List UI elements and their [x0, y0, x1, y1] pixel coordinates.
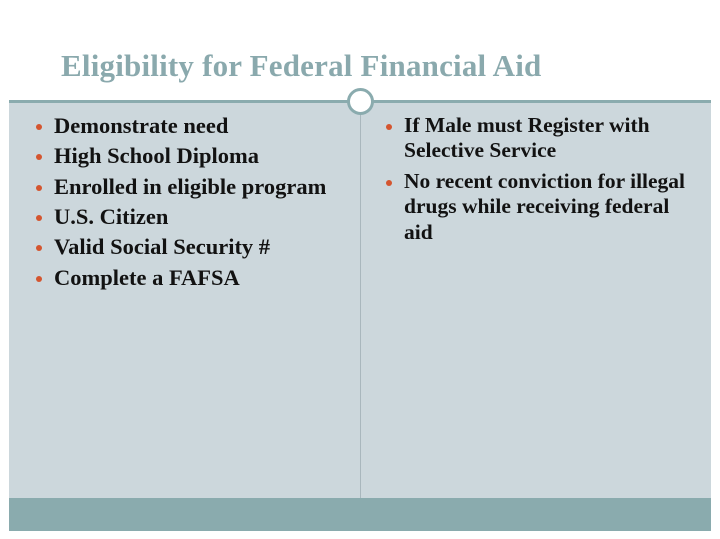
list-item — [377, 113, 697, 163]
bullet-dot-icon — [36, 154, 42, 160]
list-item — [27, 113, 355, 139]
list-item — [27, 174, 355, 200]
bullet-dot-icon — [36, 185, 42, 191]
list-item-text: Enrolled in eligible program — [54, 173, 327, 199]
list-item-text: U.S. Citizen — [54, 203, 169, 229]
right-column — [377, 113, 697, 251]
bottom-accent-bar — [9, 498, 711, 531]
list-item-text: Valid Social Security # — [54, 234, 271, 260]
column-divider — [360, 103, 361, 498]
page-title: Eligibility for Federal Financial Aid — [61, 48, 542, 83]
left-column — [27, 113, 355, 295]
bullet-dot-icon — [36, 215, 42, 221]
bullet-dot-icon — [36, 276, 42, 282]
list-item-text: No recent conviction for illegal drugs while receiving federal aid — [404, 169, 686, 244]
list-item-text: If Male must Register with Selective Service — [404, 113, 650, 163]
list-item-text: Demonstrate need — [54, 113, 229, 138]
circle-ornament-icon — [347, 88, 374, 115]
list-item — [27, 234, 355, 260]
list-item — [27, 265, 355, 291]
left-bullet-list — [27, 113, 355, 291]
title-band — [9, 8, 711, 96]
list-item-text: High School Diploma — [54, 143, 260, 169]
list-item — [27, 143, 355, 169]
bullet-dot-icon — [36, 124, 42, 130]
list-item-text: Complete a FAFSA — [54, 264, 240, 290]
bullet-dot-icon — [36, 245, 42, 251]
list-item — [377, 169, 697, 244]
bullet-dot-icon — [386, 124, 392, 130]
list-item — [27, 204, 355, 230]
bullet-dot-icon — [386, 180, 392, 186]
slide-body — [9, 8, 711, 531]
right-bullet-list — [377, 113, 697, 245]
